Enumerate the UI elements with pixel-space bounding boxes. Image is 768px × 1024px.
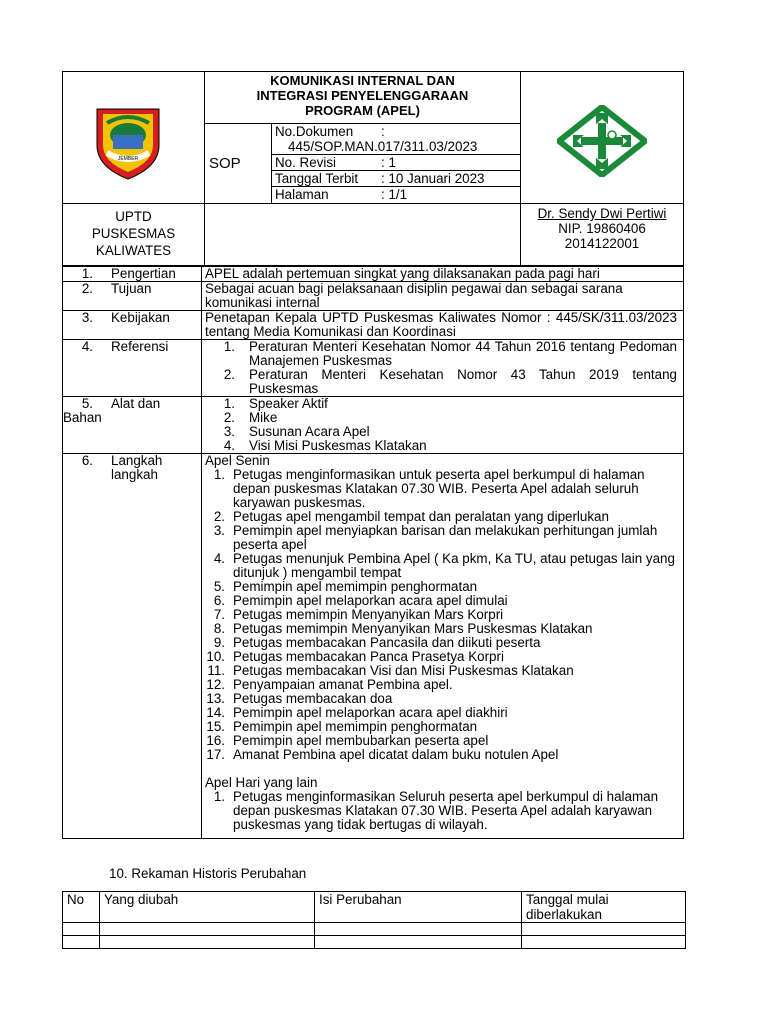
history-col-changed: Yang diubah [100,892,315,923]
history-title: 10. Rekaman Historis Perubahan [109,866,307,881]
puskesmas-logo-icon [557,105,647,177]
list-item: 8. Petugas memimpin Menyanyikan Mars Puskesmas Klatakan [213,621,593,636]
title-line-3: PROGRAM (APEL) [305,103,420,118]
alat-list [202,397,684,454]
blank-cell [205,204,521,266]
issue-date-value: : 10 Januari 2023 [381,171,485,186]
list-item: 7. Petugas memimpin Menyanyikan Mars Korpri [213,607,504,622]
title-block [205,72,521,204]
list-item: 1. Petugas menginformasikan Seluruh peserta apel berkumpul di halaman depan puskesmas Klatakan 07.30 WIB. Peserta Apel adalah karyawan puskesmas yang tidak bertugas di wilayah. [213,789,659,832]
doc-number-row [272,124,520,154]
document-meta [272,124,520,203]
list-item: 2. Petugas apel mengambil tempat dan peralatan yang diperlukan [213,509,609,524]
list-item: 13. Petugas membacakan doa [206,691,393,706]
list-item: 17. Amanat Pembina apel dicatat dalam buku notulen Apel [206,747,559,762]
list-item: 4. Visi Misi Puskesmas Klatakan [223,438,427,453]
logo-left-cell [63,72,205,204]
apel-lain-list [205,790,677,832]
list-item: 1. Speaker Aktif [223,396,328,411]
list-item: 4. Petugas menunjuk Pembina Apel ( Ka pkm, Ka TU, atau petugas lain yang ditunjuk ) mengambil tempat [213,551,675,580]
list-item: 9. Petugas membacakan Pancasila dan diikuti peserta [213,635,541,650]
apel-senin-list [205,468,677,762]
issue-date-label: Tanggal Terbit [275,171,359,186]
page-value: : 1/1 [381,187,408,202]
revision-row [272,154,520,170]
history-col-content: Isi Perubahan [315,892,522,923]
list-item: 1. Petugas menginformasikan untuk peserta apel berkumpul di halaman depan puskesmas Klatakan 07.30 WIB. Peserta Apel adalah seluruh karyawan puskesmas. [213,467,645,510]
list-item: 15. Pemimpin apel memimpin penghormatan [206,719,478,734]
list-item: 5. Pemimpin apel memimpin penghormatan [213,579,478,594]
unit-name [63,204,205,266]
list-item: 2. Mike [223,410,278,425]
title-line-1: KOMUNIKASI INTERNAL DAN [270,73,455,88]
unit-line-1: UPTD [115,209,152,224]
referensi-label: 4. Referensi [63,340,202,397]
list-item: 6. Pemimpin apel melaporkan acara apel dimulai [213,593,508,608]
history-table [62,891,686,949]
title-line-2: INTEGRASI PENYELENGGARAAN [256,88,469,103]
referensi-list [202,340,684,397]
logo-right-cell [521,72,684,204]
svg-text:JEMBER: JEMBER [117,156,139,162]
sop-header-table [62,71,684,266]
signature-block [521,204,684,266]
page-row [272,186,520,202]
signer-nip-2: 2014122001 [564,236,640,251]
tujuan-text: Sebagai acuan bagi pelaksanaan disiplin pegawai dan sebagai sarana komunikasi internal [202,282,684,311]
kebijakan-text: Penetapan Kepala UPTD Puskesmas Kaliwates Nomor : 445/SK/311.03/2023 tentang Media Komunikasi dan Koordinasi [202,311,684,340]
signer-name: Dr. Sendy Dwi Pertiwi [537,206,667,221]
list-item: 16. Pemimpin apel membubarkan peserta apel [206,733,489,748]
issue-date-row [272,170,520,186]
signer-nip: NIP. 19860406 [558,221,646,236]
doc-number-label: No.Dokumen [275,124,354,139]
pengertian-label: 1. Pengertian [63,267,202,282]
apel-senin-title: Apel Senin [205,453,270,468]
list-item: 14. Pemimpin apel melaporkan acara apel diakhiri [206,705,508,720]
list-item: 2. Peraturan Menteri Kesehatan Nomor 43 Tahun 2019 tentang Puskesmas [223,367,677,396]
unit-line-3: KALIWATES [95,243,172,258]
list-item: 1. Peraturan Menteri Kesehatan Nomor 44 Tahun 2016 tentang Pedoman Manajemen Puskesmas [223,339,677,368]
doc-number-colon: : [381,124,385,139]
page-label: Halaman [275,187,329,202]
list-item: 3. Susunan Acara Apel [223,424,370,439]
jember-emblem-icon [93,105,163,181]
kebijakan-label: 3. Kebijakan [63,311,202,340]
list-item: 11. Petugas membacakan Visi dan Misi Puskesmas Klatakan [207,663,574,678]
unit-line-2: PUSKESMAS [91,226,176,241]
langkah-content [202,454,684,839]
revision-value: : 1 [381,155,396,170]
list-item: 3. Pemimpin apel menyiapkan barisan dan melakukan perhitungan jumlah peserta apel [213,523,658,552]
langkah-label: 6. Langkah langkah [63,454,202,839]
alat-label: 5. Alat dan Bahan [63,397,202,454]
sop-content-table [62,266,684,839]
document-title [205,72,520,124]
list-item: 10. Petugas membacakan Panca Prasetya Korpri [206,649,504,664]
apel-lain-title: Apel Hari yang lain [205,775,318,790]
revision-label: No. Revisi [275,155,337,170]
doc-number-value: 445/SOP.MAN.017/311.03/2023 [288,139,478,154]
tujuan-label: 2. Tujuan [63,282,202,311]
sop-label: SOP [205,124,272,203]
history-col-date: Tanggal mulai diberlakukan [522,892,686,923]
list-item: 12. Penyampaian amanat Pembina apel. [206,677,453,692]
pengertian-text: APEL adalah pertemuan singkat yang dilaksanakan pada pagi hari [202,267,684,282]
history-col-no: No [63,892,100,923]
